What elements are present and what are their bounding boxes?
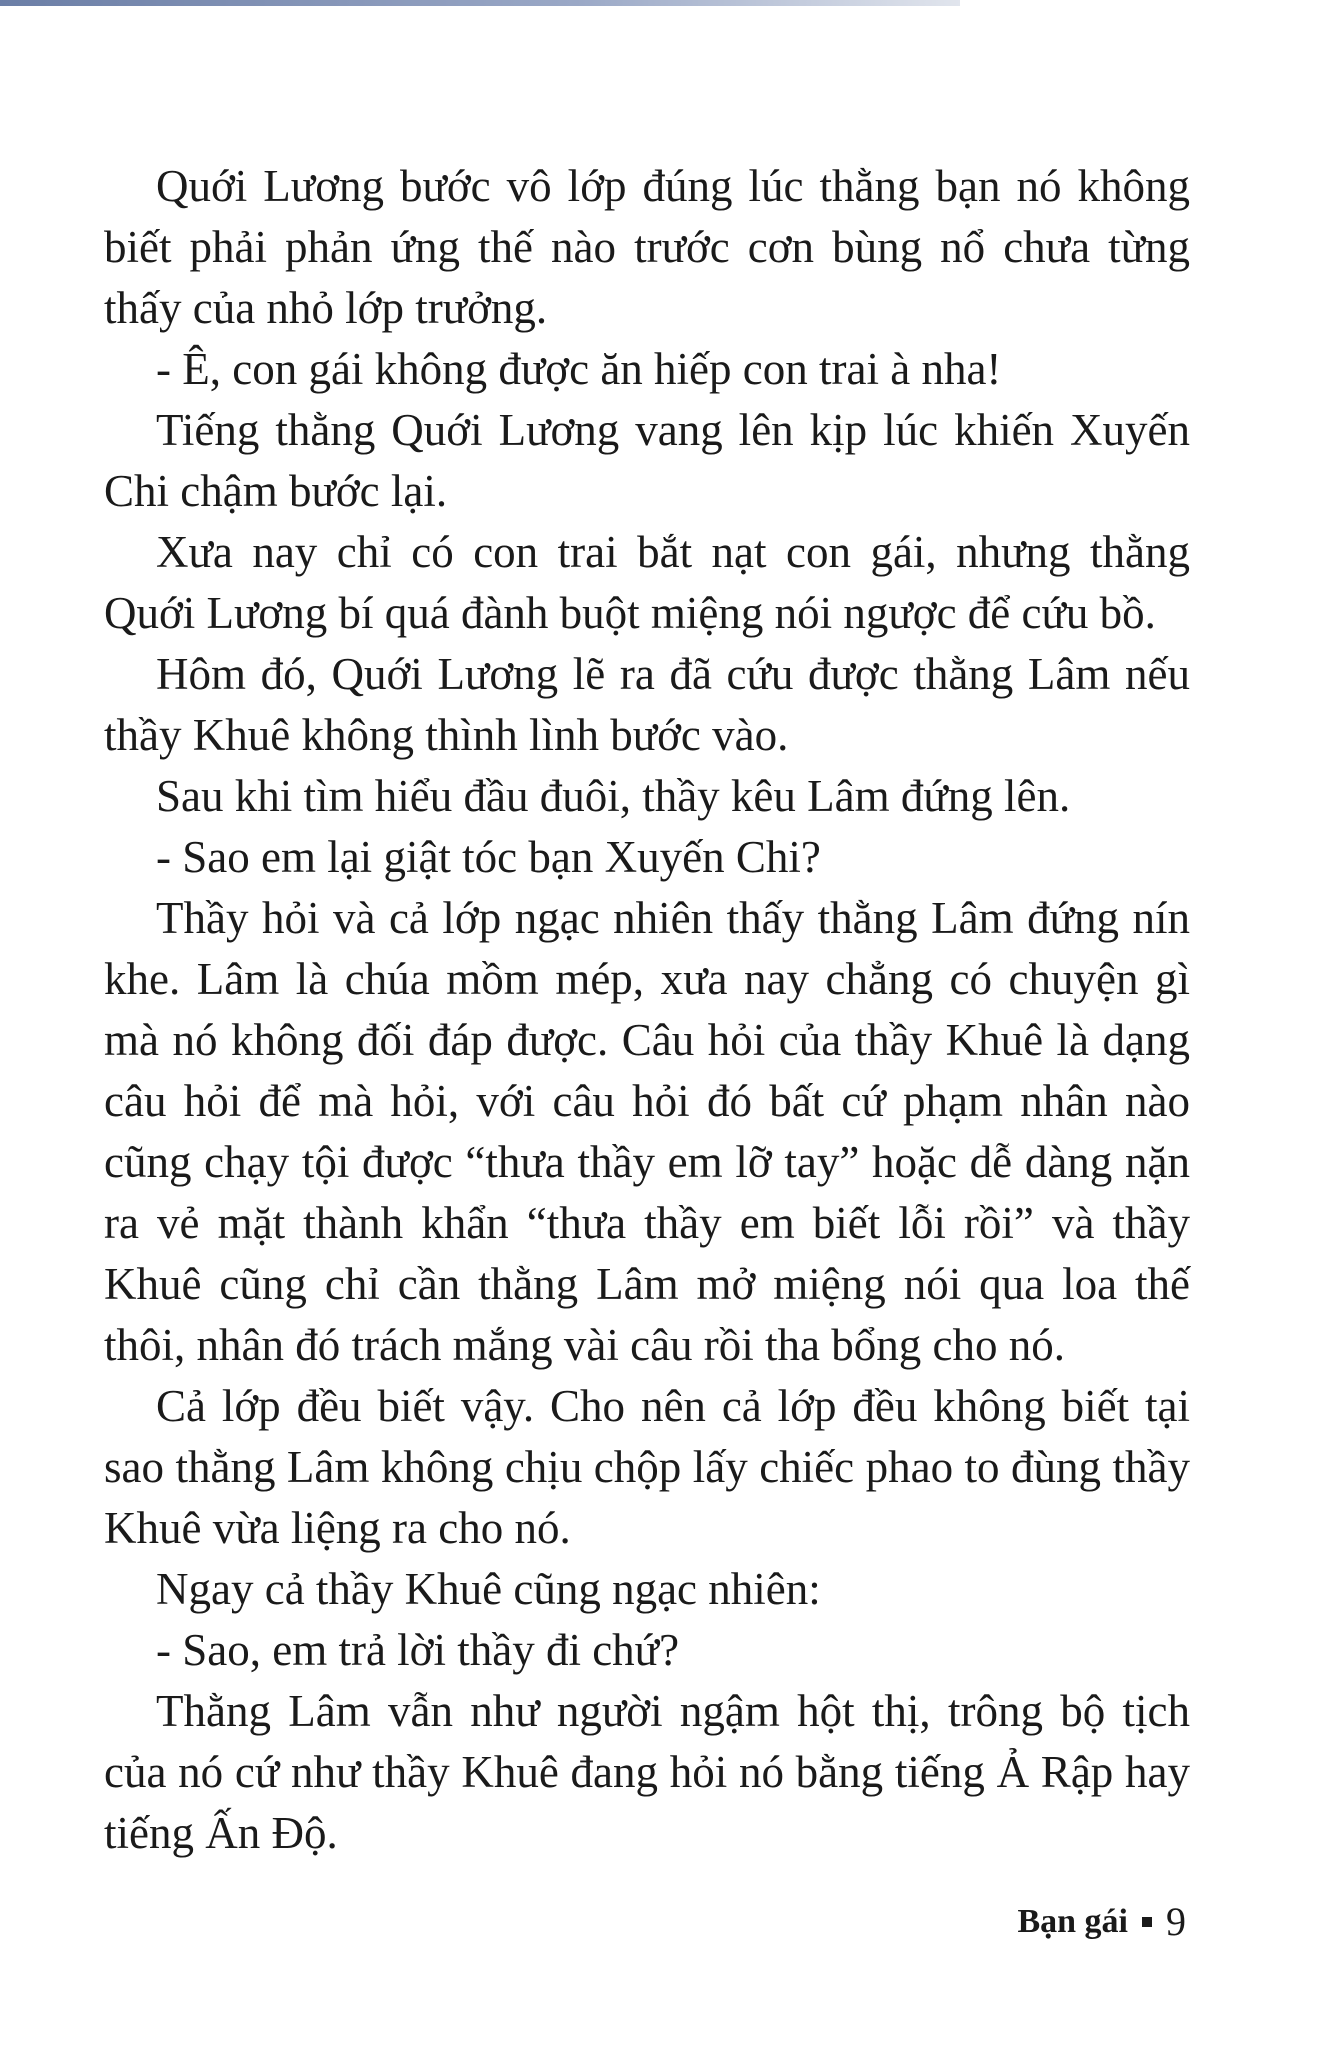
page-body bbox=[104, 156, 1190, 1864]
paragraph: Quới Lương bước vô lớp đúng lúc thằng bạn nó không biết phải phản ứng thế nào trước cơn bùng nổ chưa từng thấy của nhỏ lớp trưởng. bbox=[104, 161, 1190, 333]
square-bullet-icon bbox=[1142, 1917, 1152, 1927]
paragraph: Thằng Lâm vẫn như người ngậm hột thị, trông bộ tịch của nó cứ như thầy Khuê đang hỏi nó bằng tiếng Ả Rập hay tiếng Ấn Độ. bbox=[104, 1686, 1190, 1858]
paragraph: Thầy hỏi và cả lớp ngạc nhiên thấy thằng Lâm đứng nín khe. Lâm là chúa mồm mép, xưa nay chẳng có chuyện gì mà nó không đối đáp được. Câu hỏi của thầy Khuê là dạng câu hỏi để mà hỏi, với câu hỏi đó bất cứ phạm nhân nào cũng chạy tội được “thưa thầy em lỡ tay” hoặc dễ dàng nặn ra vẻ mặt thành khẩn “thưa thầy em biết lỗi rồi” và thầy Khuê cũng chỉ cần thằng Lâm mở miệng nói qua loa thế thôi, nhân đó trách mắng vài câu rồi tha bổng cho nó. bbox=[104, 893, 1190, 1370]
page-footer bbox=[1017, 1898, 1186, 1945]
paragraph-dialogue: - Sao em lại giật tóc bạn Xuyến Chi? bbox=[156, 832, 821, 882]
paragraph: Cả lớp đều biết vậy. Cho nên cả lớp đều không biết tại sao thằng Lâm không chịu chộp lấy chiếc phao to đùng thầy Khuê vừa liệng ra cho nó. bbox=[104, 1381, 1190, 1553]
paragraph: Tiếng thằng Quới Lương vang lên kịp lúc khiến Xuyến Chi chậm bước lại. bbox=[104, 405, 1190, 516]
paragraph-dialogue: - Sao, em trả lời thầy đi chứ? bbox=[156, 1625, 680, 1675]
paragraph: Xưa nay chỉ có con trai bắt nạt con gái, nhưng thằng Quới Lương bí quá đành buột miệng nói ngược để cứu bồ. bbox=[104, 527, 1190, 638]
paragraph: Sau khi tìm hiểu đầu đuôi, thầy kêu Lâm đứng lên. bbox=[156, 771, 1071, 821]
running-title: Bạn gái bbox=[1017, 1902, 1128, 1940]
paragraph: Ngay cả thầy Khuê cũng ngạc nhiên: bbox=[156, 1564, 821, 1614]
paragraph: Hôm đó, Quới Lương lẽ ra đã cứu được thằng Lâm nếu thầy Khuê không thình lình bước vào. bbox=[104, 649, 1190, 760]
paragraph-dialogue: - Ê, con gái không được ăn hiếp con trai à nha! bbox=[156, 344, 1002, 394]
page-number: 9 bbox=[1166, 1899, 1186, 1944]
top-edge-rule bbox=[0, 0, 960, 6]
